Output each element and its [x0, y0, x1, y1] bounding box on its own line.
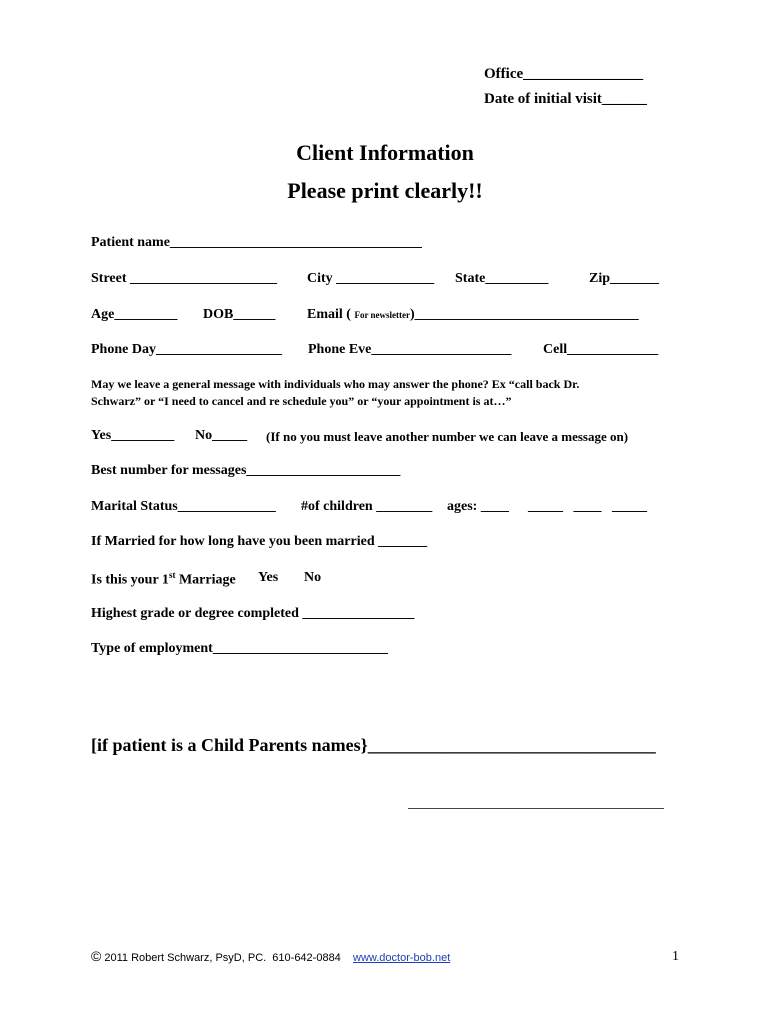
page-title: Client Information: [296, 140, 474, 165]
office-field[interactable]: Office________________: [484, 66, 644, 82]
phone-day-field[interactable]: Phone Day__________________: [91, 342, 282, 357]
page-number: 1: [672, 949, 679, 964]
footer-text: 2011 Robert Schwarz, PsyD, PC. 610-642-0884: [101, 952, 354, 964]
message-no-field[interactable]: No_____: [195, 428, 248, 443]
zip-field[interactable]: Zip_______: [589, 271, 660, 286]
first-marriage-label-end: Marriage: [175, 572, 236, 588]
email-blank: )________________________________: [410, 307, 639, 322]
ages-blanks[interactable]: _____ ____ _____: [528, 499, 647, 514]
message-no-note: (If no you must leave another number we can leave a message on): [266, 429, 629, 444]
city-field[interactable]: City ______________: [307, 271, 435, 286]
copyright-icon: ©: [91, 948, 102, 964]
page-subtitle: Please print clearly!!: [287, 178, 483, 203]
marital-status-field[interactable]: Marital Status______________: [91, 499, 276, 514]
message-yes-field[interactable]: Yes_________: [91, 428, 175, 443]
website-link[interactable]: www.doctor-bob.net: [353, 952, 451, 964]
message-question-line2: Schwarz” or “I need to cancel and re schedule you” or “your appointment is at…”: [91, 394, 512, 408]
signature-line[interactable]: [408, 808, 664, 809]
email-note: For newsletter: [354, 310, 411, 320]
first-marriage-sup: st: [168, 570, 176, 580]
state-field[interactable]: State_________: [455, 271, 549, 286]
ages-field[interactable]: ages: ____: [447, 499, 509, 514]
employment-field[interactable]: Type of employment_________________________: [91, 641, 388, 656]
first-marriage-question: [91, 570, 236, 589]
phone-eve-field[interactable]: Phone Eve____________________: [308, 342, 512, 357]
patient-name-field[interactable]: Patient name____________________________________: [91, 235, 422, 250]
date-initial-visit-field[interactable]: Date of initial visit______: [484, 91, 647, 107]
age-field[interactable]: Age_________: [91, 307, 178, 322]
children-field[interactable]: #of children ________: [301, 499, 433, 514]
footer: [91, 948, 450, 964]
first-marriage-yes[interactable]: Yes: [258, 570, 279, 585]
email-field[interactable]: [307, 307, 639, 323]
cell-field[interactable]: Cell_____________: [543, 342, 659, 357]
street-field[interactable]: Street _____________________: [91, 271, 277, 286]
message-question-line1: May we leave a general message with individuals who may answer the phone? Ex “call back Dr.: [91, 377, 580, 391]
married-how-long-field[interactable]: If Married for how long have you been married _______: [91, 534, 428, 549]
highest-grade-field[interactable]: Highest grade or degree completed ________________: [91, 606, 415, 621]
email-label: Email (: [307, 307, 355, 322]
dob-field[interactable]: DOB______: [203, 307, 276, 322]
first-marriage-label: Is this your 1: [91, 572, 169, 588]
best-number-field[interactable]: Best number for messages______________________: [91, 463, 401, 478]
child-parents-field[interactable]: [if patient is a Child Parents names}________________________________: [91, 735, 656, 755]
first-marriage-no[interactable]: No: [304, 570, 322, 585]
